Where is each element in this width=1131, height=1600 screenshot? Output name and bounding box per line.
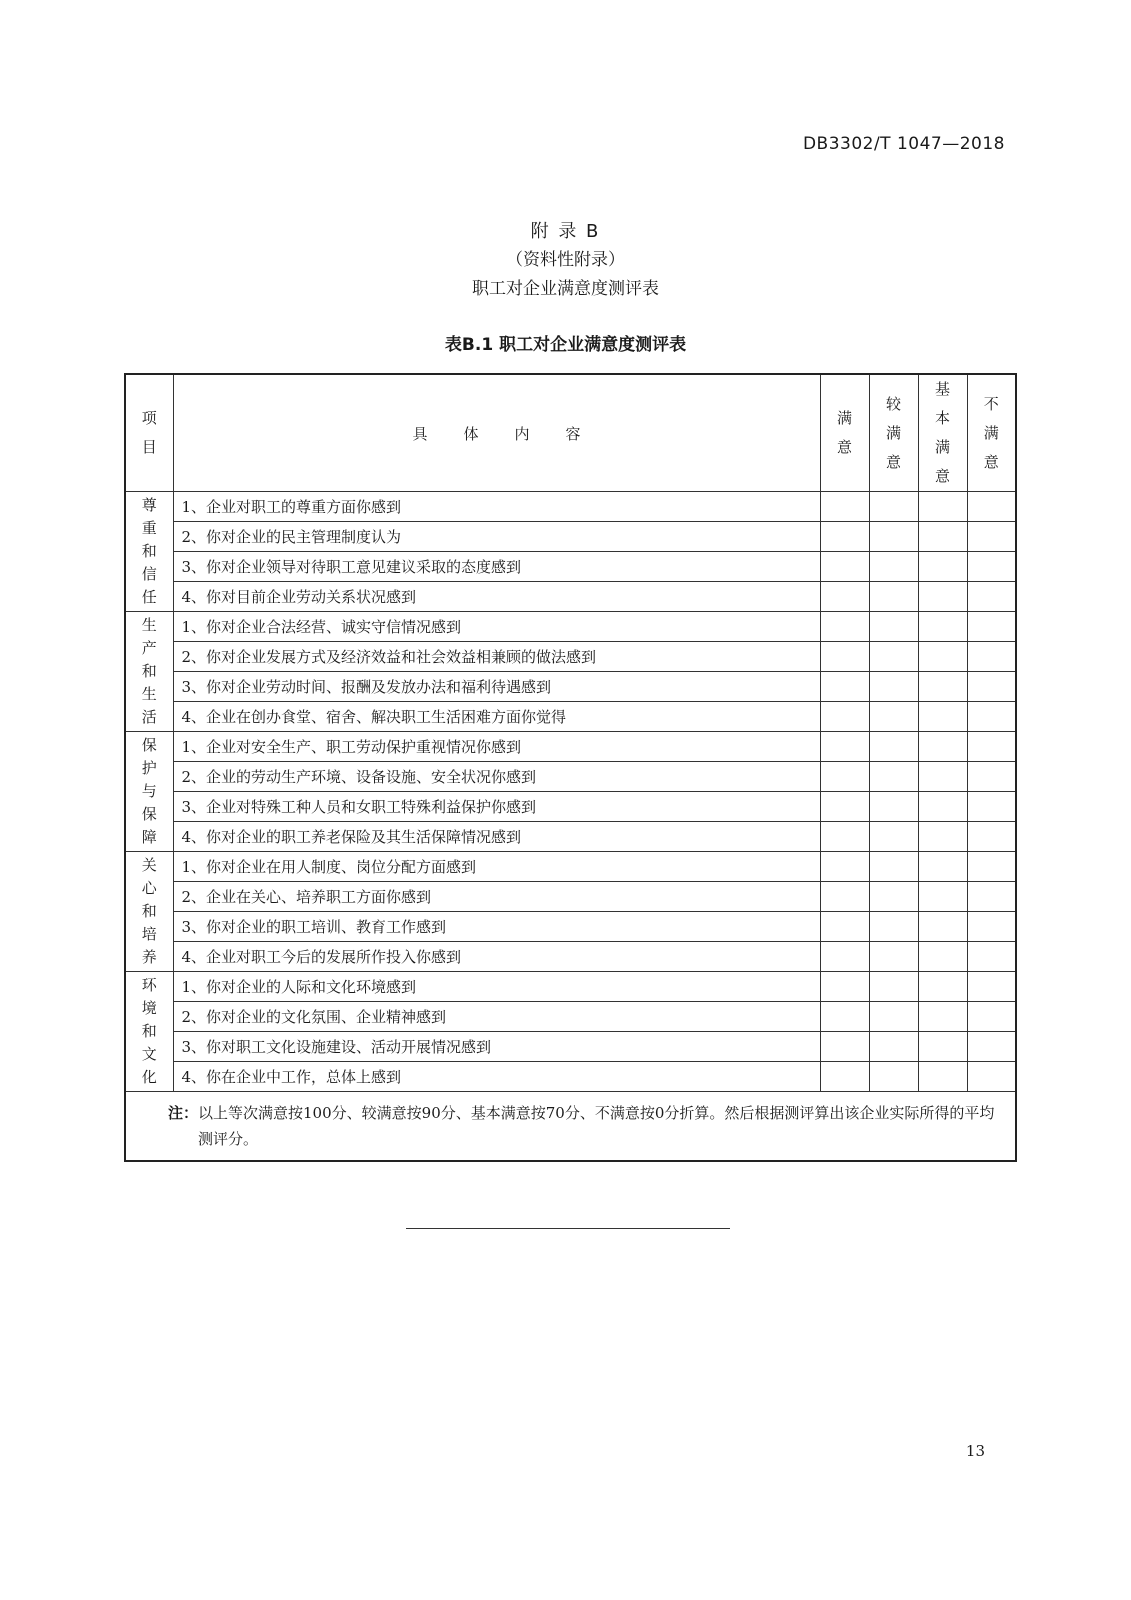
rating-cell-basically-satisfied[interactable] bbox=[918, 642, 967, 672]
rating-cell-unsatisfied[interactable] bbox=[967, 492, 1016, 522]
rating-cell-satisfied[interactable] bbox=[820, 612, 869, 642]
rating-cell-satisfied[interactable] bbox=[820, 1002, 869, 1032]
rating-cell-unsatisfied[interactable] bbox=[967, 852, 1016, 882]
rating-cell-unsatisfied[interactable] bbox=[967, 762, 1016, 792]
item-text: 1、企业对职工的尊重方面你感到 bbox=[173, 492, 820, 522]
rating-cell-fairly-satisfied[interactable] bbox=[869, 732, 918, 762]
table-row bbox=[125, 1002, 1016, 1032]
rating-cell-unsatisfied[interactable] bbox=[967, 732, 1016, 762]
header-item: 项目 bbox=[125, 374, 173, 492]
rating-cell-basically-satisfied[interactable] bbox=[918, 942, 967, 972]
rating-cell-fairly-satisfied[interactable] bbox=[869, 1062, 918, 1092]
table-row bbox=[125, 942, 1016, 972]
rating-cell-basically-satisfied[interactable] bbox=[918, 822, 967, 852]
rating-cell-unsatisfied[interactable] bbox=[967, 642, 1016, 672]
rating-cell-satisfied[interactable] bbox=[820, 1062, 869, 1092]
rating-cell-basically-satisfied[interactable] bbox=[918, 792, 967, 822]
category-label: 生产和生活 bbox=[141, 616, 157, 726]
rating-cell-unsatisfied[interactable] bbox=[967, 1062, 1016, 1092]
rating-cell-basically-satisfied[interactable] bbox=[918, 552, 967, 582]
rating-cell-satisfied[interactable] bbox=[820, 762, 869, 792]
rating-cell-unsatisfied[interactable] bbox=[967, 912, 1016, 942]
category-label: 关心和培养 bbox=[141, 856, 157, 966]
rating-cell-basically-satisfied[interactable] bbox=[918, 732, 967, 762]
rating-cell-fairly-satisfied[interactable] bbox=[869, 792, 918, 822]
appendix-label: 附 录 B bbox=[530, 221, 601, 242]
rating-cell-basically-satisfied[interactable] bbox=[918, 522, 967, 552]
rating-cell-fairly-satisfied[interactable] bbox=[869, 1002, 918, 1032]
category-cell bbox=[125, 612, 173, 732]
category-cell bbox=[125, 852, 173, 972]
header-satisfied: 满意 bbox=[820, 374, 869, 492]
rating-cell-unsatisfied[interactable] bbox=[967, 582, 1016, 612]
rating-cell-basically-satisfied[interactable] bbox=[918, 582, 967, 612]
rating-cell-basically-satisfied[interactable] bbox=[918, 852, 967, 882]
table-caption: 表B.1 职工对企业满意度测评表 bbox=[444, 335, 687, 355]
rating-cell-unsatisfied[interactable] bbox=[967, 882, 1016, 912]
item-text: 2、企业的劳动生产环境、设备设施、安全状况你感到 bbox=[173, 762, 820, 792]
rating-cell-satisfied[interactable] bbox=[820, 912, 869, 942]
rating-cell-unsatisfied[interactable] bbox=[967, 672, 1016, 702]
rating-cell-fairly-satisfied[interactable] bbox=[869, 822, 918, 852]
rating-cell-satisfied[interactable] bbox=[820, 522, 869, 552]
page-number: 13 bbox=[965, 1442, 985, 1460]
rating-cell-unsatisfied[interactable] bbox=[967, 822, 1016, 852]
item-text: 4、你对目前企业劳动关系状况感到 bbox=[173, 582, 820, 612]
rating-cell-fairly-satisfied[interactable] bbox=[869, 972, 918, 1002]
table-row bbox=[125, 1062, 1016, 1092]
table-row bbox=[125, 822, 1016, 852]
category-cell bbox=[125, 972, 173, 1092]
rating-cell-fairly-satisfied[interactable] bbox=[869, 762, 918, 792]
rating-cell-satisfied[interactable] bbox=[820, 852, 869, 882]
table-row bbox=[125, 522, 1016, 552]
rating-cell-satisfied[interactable] bbox=[820, 552, 869, 582]
item-text: 4、你在企业中工作，总体上感到 bbox=[173, 1062, 820, 1092]
rating-cell-unsatisfied[interactable] bbox=[967, 942, 1016, 972]
rating-cell-satisfied[interactable] bbox=[820, 732, 869, 762]
rating-cell-fairly-satisfied[interactable] bbox=[869, 522, 918, 552]
document-code: DB3302/T 1047—2018 bbox=[802, 134, 1005, 154]
table-row bbox=[125, 642, 1016, 672]
table-row bbox=[125, 672, 1016, 702]
survey-table bbox=[124, 373, 1017, 1162]
header-basically-satisfied: 基本满意 bbox=[918, 374, 967, 492]
rating-cell-fairly-satisfied[interactable] bbox=[869, 882, 918, 912]
rating-cell-unsatisfied[interactable] bbox=[967, 552, 1016, 582]
end-rule bbox=[406, 1228, 730, 1229]
item-text: 1、你对企业的人际和文化环境感到 bbox=[173, 972, 820, 1002]
rating-cell-unsatisfied[interactable] bbox=[967, 1002, 1016, 1032]
item-text: 3、企业对特殊工种人员和女职工特殊利益保护你感到 bbox=[173, 792, 820, 822]
item-text: 1、你对企业在用人制度、岗位分配方面感到 bbox=[173, 852, 820, 882]
item-text: 4、企业在创办食堂、宿舍、解决职工生活困难方面你觉得 bbox=[173, 702, 820, 732]
item-text: 2、你对企业的民主管理制度认为 bbox=[173, 522, 820, 552]
rating-cell-unsatisfied[interactable] bbox=[967, 702, 1016, 732]
note-text: 以上等次满意按100分、较满意按90分、基本满意按70分、不满意按0分折算。然后根据测评算出该企业实际所得的平均测评分。 bbox=[198, 1104, 995, 1148]
category-cell bbox=[125, 492, 173, 612]
table-row bbox=[125, 762, 1016, 792]
rating-cell-satisfied[interactable] bbox=[820, 792, 869, 822]
rating-cell-basically-satisfied[interactable] bbox=[918, 702, 967, 732]
category-cell bbox=[125, 732, 173, 852]
item-text: 3、你对企业劳动时间、报酬及发放办法和福利待遇感到 bbox=[173, 672, 820, 702]
rating-cell-fairly-satisfied[interactable] bbox=[869, 492, 918, 522]
header-fairly-satisfied: 较满意 bbox=[869, 374, 918, 492]
table-row bbox=[125, 582, 1016, 612]
item-text: 3、你对企业的职工培训、教育工作感到 bbox=[173, 912, 820, 942]
item-text: 2、你对企业的文化氛围、企业精神感到 bbox=[173, 1002, 820, 1032]
rating-cell-satisfied[interactable] bbox=[820, 1032, 869, 1062]
table-row bbox=[125, 732, 1016, 762]
rating-cell-satisfied[interactable] bbox=[820, 582, 869, 612]
rating-cell-fairly-satisfied[interactable] bbox=[869, 1032, 918, 1062]
rating-cell-fairly-satisfied[interactable] bbox=[869, 552, 918, 582]
rating-cell-satisfied[interactable] bbox=[820, 702, 869, 732]
rating-cell-fairly-satisfied[interactable] bbox=[869, 642, 918, 672]
rating-cell-unsatisfied[interactable] bbox=[967, 972, 1016, 1002]
category-label: 尊重和信任 bbox=[141, 496, 157, 606]
rating-cell-basically-satisfied[interactable] bbox=[918, 912, 967, 942]
table-row bbox=[125, 492, 1016, 522]
rating-cell-satisfied[interactable] bbox=[820, 642, 869, 672]
rating-cell-satisfied[interactable] bbox=[820, 492, 869, 522]
rating-cell-satisfied[interactable] bbox=[820, 882, 869, 912]
rating-cell-basically-satisfied[interactable] bbox=[918, 1032, 967, 1062]
rating-cell-fairly-satisfied[interactable] bbox=[869, 912, 918, 942]
item-text: 2、企业在关心、培养职工方面你感到 bbox=[173, 882, 820, 912]
table-row bbox=[125, 702, 1016, 732]
header-row bbox=[125, 374, 1016, 492]
note-row bbox=[125, 1092, 1016, 1162]
table-row bbox=[125, 972, 1016, 1002]
category-label: 保护与保障 bbox=[141, 736, 157, 846]
category-label: 环境和文化 bbox=[141, 976, 157, 1086]
table-row bbox=[125, 552, 1016, 582]
table-row bbox=[125, 882, 1016, 912]
rating-cell-satisfied[interactable] bbox=[820, 972, 869, 1002]
item-text: 3、你对企业领导对待职工意见建议采取的态度感到 bbox=[173, 552, 820, 582]
rating-cell-satisfied[interactable] bbox=[820, 822, 869, 852]
header-unsatisfied: 不满意 bbox=[967, 374, 1016, 492]
table-row bbox=[125, 852, 1016, 882]
rating-cell-fairly-satisfied[interactable] bbox=[869, 852, 918, 882]
rating-cell-satisfied[interactable] bbox=[820, 672, 869, 702]
item-text: 1、企业对安全生产、职工劳动保护重视情况你感到 bbox=[173, 732, 820, 762]
table-row bbox=[125, 912, 1016, 942]
table-row bbox=[125, 1032, 1016, 1062]
rating-cell-basically-satisfied[interactable] bbox=[918, 612, 967, 642]
rating-cell-fairly-satisfied[interactable] bbox=[869, 582, 918, 612]
rating-cell-basically-satisfied[interactable] bbox=[918, 1002, 967, 1032]
table-row bbox=[125, 792, 1016, 822]
rating-cell-fairly-satisfied[interactable] bbox=[869, 702, 918, 732]
table-note bbox=[125, 1092, 1016, 1162]
rating-cell-basically-satisfied[interactable] bbox=[918, 762, 967, 792]
rating-cell-basically-satisfied[interactable] bbox=[918, 882, 967, 912]
rating-cell-fairly-satisfied[interactable] bbox=[869, 612, 918, 642]
rating-cell-fairly-satisfied[interactable] bbox=[869, 672, 918, 702]
item-text: 4、企业对职工今后的发展所作投入你感到 bbox=[173, 942, 820, 972]
appendix-type: （资料性附录） bbox=[506, 250, 625, 270]
rating-cell-unsatisfied[interactable] bbox=[967, 612, 1016, 642]
item-text: 2、你对企业发展方式及经济效益和社会效益相兼顾的做法感到 bbox=[173, 642, 820, 672]
rating-cell-basically-satisfied[interactable] bbox=[918, 492, 967, 522]
rating-cell-basically-satisfied[interactable] bbox=[918, 972, 967, 1002]
table-row bbox=[125, 612, 1016, 642]
rating-cell-satisfied[interactable] bbox=[820, 942, 869, 972]
rating-cell-basically-satisfied[interactable] bbox=[918, 672, 967, 702]
rating-cell-basically-satisfied[interactable] bbox=[918, 1062, 967, 1092]
header-content: 具体内容 bbox=[173, 374, 820, 492]
rating-cell-fairly-satisfied[interactable] bbox=[869, 942, 918, 972]
note-label: 注： bbox=[168, 1104, 199, 1122]
item-text: 4、你对企业的职工养老保险及其生活保障情况感到 bbox=[173, 822, 820, 852]
rating-cell-unsatisfied[interactable] bbox=[967, 792, 1016, 822]
item-text: 1、你对企业合法经营、诚实守信情况感到 bbox=[173, 612, 820, 642]
item-text: 3、你对职工文化设施建设、活动开展情况感到 bbox=[173, 1032, 820, 1062]
appendix-title: 职工对企业满意度测评表 bbox=[472, 279, 659, 299]
rating-cell-unsatisfied[interactable] bbox=[967, 522, 1016, 552]
rating-cell-unsatisfied[interactable] bbox=[967, 1032, 1016, 1062]
